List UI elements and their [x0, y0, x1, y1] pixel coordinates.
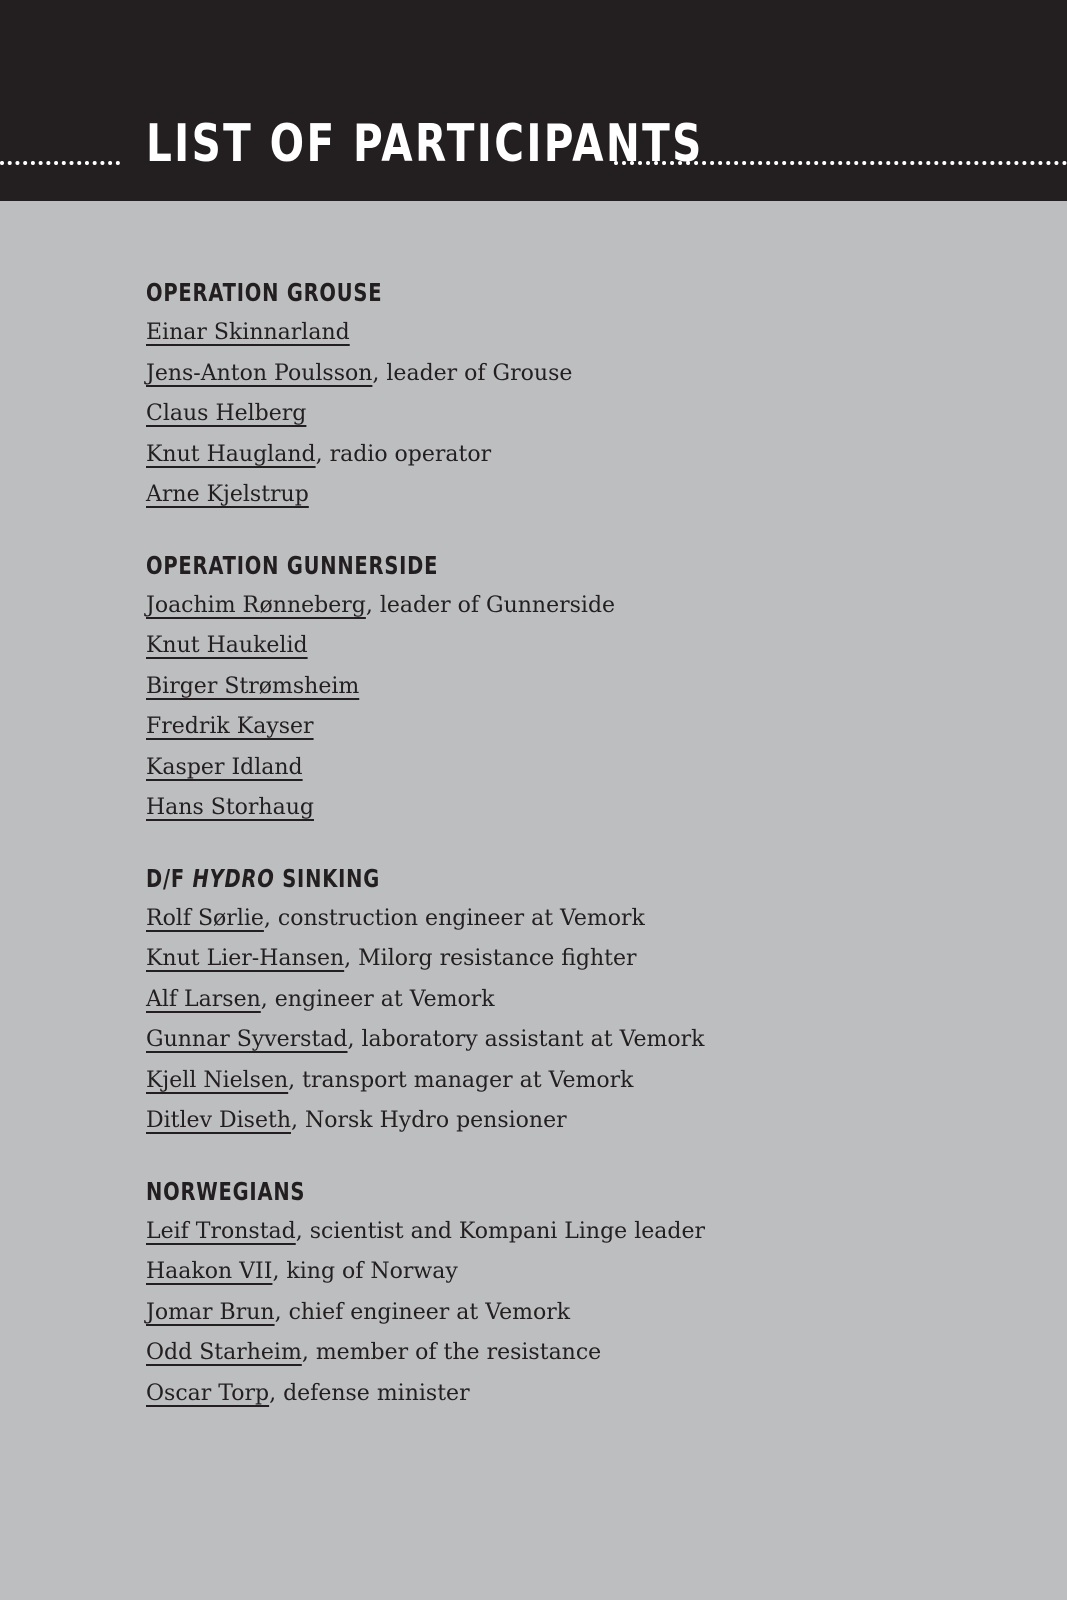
header-band — [0, 0, 1067, 201]
section-heading-text: NORWEGIANS — [146, 1176, 306, 1206]
participant-entry — [146, 788, 1026, 829]
participant-entry — [146, 313, 1026, 354]
participant-name: Jens-Anton Poulsson — [146, 360, 373, 386]
participant-name: Jomar Brun — [146, 1299, 275, 1325]
participant-entry — [146, 475, 1026, 516]
participant-name: Joachim Rønneberg — [146, 592, 366, 618]
participant-entry — [146, 1293, 1026, 1334]
participants-list — [146, 273, 1026, 1444]
section-heading-text: OPERATION GUNNERSIDE — [146, 550, 439, 580]
page-title: LIST OF PARTICIPANTS — [146, 114, 704, 174]
participant-name: Kjell Nielsen — [146, 1067, 289, 1093]
participant-role: , leader of Grouse — [372, 360, 573, 386]
section-heading — [146, 1172, 832, 1212]
section-heading — [146, 546, 832, 586]
participant-role: , defense minister — [269, 1380, 470, 1406]
section-heading — [146, 273, 832, 313]
participant-role: , member of the resistance — [301, 1340, 602, 1365]
participant-role: , engineer at Vemork — [260, 986, 495, 1012]
participant-entry — [146, 748, 1026, 789]
participant-name: Arne Kjelstrup — [146, 482, 309, 507]
section — [146, 859, 1026, 1142]
participant-entry — [146, 707, 1026, 748]
participant-role: , construction engineer at Vemork — [263, 905, 645, 931]
section-heading-text: D/F — [146, 863, 193, 893]
participant-entry — [146, 1374, 1026, 1415]
participant-role: , radio operator — [315, 441, 492, 467]
participant-name: Knut Lier-Hansen — [146, 946, 345, 971]
participant-entry — [146, 354, 1026, 395]
participant-entry — [146, 435, 1026, 476]
participant-name: Knut Haukelid — [146, 633, 308, 658]
section-heading-italic: HYDRO — [192, 863, 275, 893]
participant-role: , laboratory assistant at Vemork — [347, 1027, 705, 1052]
section-heading-text: OPERATION GROUSE — [146, 278, 383, 307]
participant-name: Oscar Torp — [146, 1380, 270, 1406]
participant-name: Odd Starheim — [146, 1340, 302, 1365]
dotted-rule-left — [0, 161, 120, 169]
participant-name: Rolf Sørlie — [146, 905, 264, 931]
dotted-rule-right — [614, 161, 1067, 169]
participant-role: , Norsk Hydro pensioner — [291, 1108, 567, 1133]
participant-entry — [146, 626, 1026, 667]
participant-name: Knut Haugland — [146, 441, 316, 467]
section — [146, 273, 1026, 516]
participant-role: , leader of Gunnerside — [365, 592, 616, 618]
participant-entry — [146, 667, 1026, 708]
participant-role: , king of Norway — [272, 1259, 458, 1284]
section-heading — [146, 859, 832, 899]
participant-name: Ditlev Diseth — [146, 1108, 291, 1133]
participant-role: , Milorg resistance fighter — [344, 946, 637, 971]
participant-name: Kasper Idland — [146, 754, 303, 780]
section — [146, 546, 1026, 829]
participant-entry — [146, 586, 1026, 627]
participant-entry — [146, 1252, 1026, 1293]
participant-entry — [146, 1333, 1026, 1374]
participant-role: , scientist and Kompani Linge leader — [295, 1218, 705, 1244]
participant-entry — [146, 939, 1026, 980]
participant-entry — [146, 1212, 1026, 1253]
participant-entry — [146, 1020, 1026, 1061]
participant-name: Gunnar Syverstad — [146, 1027, 348, 1052]
participant-entry — [146, 980, 1026, 1021]
participant-name: Hans Storhaug — [146, 795, 314, 820]
participant-entry — [146, 899, 1026, 940]
participant-name: Birger Strømsheim — [146, 673, 360, 699]
participant-entry — [146, 1101, 1026, 1142]
section-heading-suffix: SINKING — [274, 863, 381, 893]
participant-entry — [146, 1061, 1026, 1102]
participant-name: Einar Skinnarland — [146, 320, 350, 345]
participant-entry — [146, 394, 1026, 435]
participant-name: Fredrik Kayser — [146, 714, 314, 739]
participant-name: Leif Tronstad — [146, 1218, 296, 1244]
participant-role: , transport manager at Vemork — [288, 1067, 634, 1093]
section — [146, 1172, 1026, 1415]
participant-role: , chief engineer at Vemork — [274, 1299, 571, 1325]
participant-name: Alf Larsen — [146, 986, 261, 1012]
participant-name: Claus Helberg — [146, 401, 307, 426]
participant-name: Haakon VII — [146, 1259, 273, 1284]
